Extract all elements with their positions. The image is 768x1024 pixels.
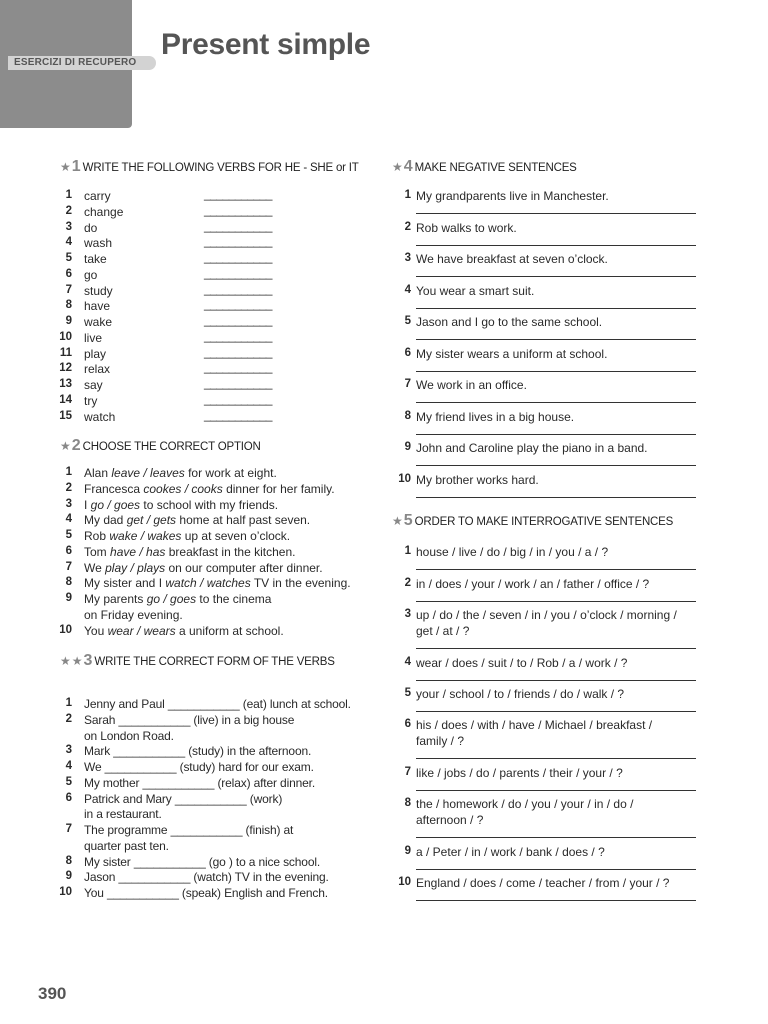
item-number: 4 [65, 513, 72, 526]
item-number: 10 [59, 623, 72, 636]
item-number: 2 [65, 204, 72, 217]
item-number: 2 [65, 481, 72, 494]
option-choice[interactable]: go / goes [90, 497, 141, 512]
item-number: 9 [65, 592, 72, 604]
sentence: his / does / with / have / Michael / breakfast / [416, 718, 653, 732]
item-number: 1 [65, 466, 72, 478]
sentence [84, 466, 277, 480]
sentence: get / at / ? [416, 624, 470, 638]
sentence: My brother works hard. [416, 472, 539, 487]
sentence: Mark ___________ (study) in the afternoon. [84, 744, 312, 759]
verb: have [84, 299, 111, 314]
verb: do [84, 220, 98, 235]
item-number: 12 [59, 362, 72, 375]
option-choice[interactable]: play / plays [105, 560, 166, 575]
answer-line[interactable] [416, 837, 696, 838]
exercise-instruction: CHOOSE THE CORRECT OPTION [82, 441, 261, 453]
sentence: wear / does / suit / to / Rob / a / work / ? [416, 656, 628, 670]
sentence-text: dinner for her family. [222, 481, 335, 496]
answer-line[interactable] [416, 711, 696, 712]
exercise-number: 2 [71, 437, 81, 454]
sentence: family / ? [416, 734, 465, 748]
answer-blank[interactable]: ___________ [204, 376, 272, 390]
item-number: 10 [398, 876, 411, 888]
sentence: My sister ___________ (go ) to a nice school. [84, 854, 321, 869]
answer-blank[interactable]: ___________ [204, 234, 272, 249]
exercise-number: 4 [403, 158, 413, 175]
answer-line[interactable] [416, 900, 696, 901]
item-number: 4 [65, 760, 72, 772]
answer-blank[interactable]: ___________ [204, 328, 272, 343]
item-number: 7 [65, 823, 72, 835]
answer-line[interactable] [416, 790, 696, 791]
sentence-text: My parents [84, 592, 147, 606]
item-number: 3 [65, 497, 72, 510]
item-number: 9 [404, 441, 411, 453]
answer-line[interactable] [416, 601, 696, 602]
item-number: 11 [59, 346, 72, 359]
sentence: My sister wears a uniform at school. [416, 346, 608, 361]
answer-line[interactable] [416, 758, 696, 759]
option-choice[interactable]: have / has [110, 544, 166, 559]
item-number: 7 [65, 560, 72, 573]
sentence: afternoon / ? [416, 813, 484, 827]
verb: take [84, 252, 107, 266]
option-choice[interactable]: go / goes [146, 592, 197, 606]
exercise-1-heading [60, 158, 359, 176]
sentence [84, 576, 351, 590]
sentence-text: to the cinema [196, 592, 272, 606]
exercise-number: 5 [403, 512, 413, 529]
option-choice[interactable]: get / gets [126, 513, 177, 528]
sentence-text: home at half past seven. [176, 513, 311, 528]
item-number: 2 [404, 577, 411, 589]
answer-blank[interactable]: ___________ [204, 265, 272, 280]
sentence: You wear a smart suit. [416, 283, 535, 298]
item-number: 8 [65, 299, 72, 312]
answer-line[interactable] [416, 680, 696, 681]
item-number: 10 [398, 472, 411, 485]
answer-blank[interactable]: ___________ [204, 344, 272, 359]
answer-blank[interactable]: ___________ [204, 391, 272, 406]
answer-blank[interactable]: ___________ [204, 407, 272, 422]
verb: study [84, 283, 113, 298]
sentence-text: My dad [84, 513, 127, 528]
item-number: 5 [65, 775, 72, 788]
sentence [84, 513, 310, 527]
item-number: 5 [404, 315, 411, 327]
sentence: Jason ___________ (watch) TV in the evening. [84, 870, 329, 885]
item-number: 7 [404, 378, 411, 390]
item-number: 9 [65, 870, 72, 883]
sentence [84, 498, 278, 512]
difficulty-stars: ★★ [60, 654, 84, 668]
answer-line[interactable] [416, 402, 696, 403]
option-choice[interactable]: wake / wakes [109, 529, 182, 543]
sentence-text: Tom [84, 544, 111, 559]
item-number: 8 [404, 797, 411, 809]
item-number: 6 [65, 267, 72, 280]
exercise-instruction: WRITE THE CORRECT FORM OF THE VERBS [94, 656, 335, 668]
item-number: 4 [65, 236, 72, 249]
sentence-text: on our computer after dinner. [165, 560, 323, 575]
exercise-3-heading [60, 652, 335, 670]
answer-line[interactable] [416, 213, 696, 214]
verb: relax [84, 362, 111, 377]
answer-line[interactable] [416, 497, 696, 498]
sentence [84, 561, 323, 575]
verb: live [84, 330, 103, 345]
option-choice[interactable]: wear / wears [107, 623, 176, 638]
item-number: 3 [65, 220, 72, 233]
item-number: 10 [59, 330, 72, 343]
sentence [84, 545, 295, 559]
page-number: 390 [38, 984, 67, 1003]
answer-blank[interactable]: ___________ [204, 313, 272, 327]
sentence: Patrick and Mary ___________ (work) [84, 791, 283, 806]
item-number: 3 [404, 252, 411, 264]
item-number: 15 [59, 409, 72, 422]
item-number: 1 [65, 189, 72, 201]
answer-blank[interactable]: ___________ [204, 187, 272, 201]
verb: carry [84, 189, 111, 203]
item-number: 6 [65, 544, 72, 557]
sentence: quarter past ten. [84, 838, 169, 853]
verb: play [84, 346, 107, 361]
option-choice[interactable]: leave / leaves [111, 466, 185, 480]
answer-line[interactable] [416, 276, 696, 277]
item-number: 13 [59, 378, 72, 390]
sentence: in a restaurant. [84, 807, 162, 822]
item-number: 2 [404, 220, 411, 233]
item-number: 8 [404, 409, 411, 422]
item-number: 1 [65, 697, 72, 709]
sentence: Jason and I go to the same school. [416, 315, 603, 329]
answer-line[interactable] [416, 371, 696, 372]
item-number: 2 [65, 712, 72, 725]
item-number: 7 [404, 766, 411, 778]
sentence-text: Rob [84, 529, 110, 543]
item-number: 10 [59, 886, 72, 898]
sentence: We have breakfast at seven o’clock. [416, 252, 608, 266]
sentence [84, 482, 335, 496]
item-number: 6 [404, 346, 411, 359]
exercise-instruction: MAKE NEGATIVE SENTENCES [414, 162, 577, 174]
sentence: We ___________ (study) hard for our exam. [84, 760, 314, 774]
sentence: England / does / come / teacher / from / your / ? [416, 876, 670, 890]
sentence-text: on Friday evening. [84, 607, 183, 622]
answer-blank[interactable]: ___________ [204, 250, 272, 264]
sentence [84, 529, 290, 543]
sentence: My friend lives in a big house. [416, 409, 575, 424]
exercise-instruction: ORDER TO MAKE INTERROGATIVE SENTENCES [414, 516, 674, 528]
sentence: like / jobs / do / parents / their / your / ? [416, 766, 623, 780]
verb: say [84, 378, 103, 392]
sentence: your / school / to / friends / do / walk / ? [416, 687, 625, 701]
item-number: 6 [65, 791, 72, 804]
option-choice[interactable]: watch / watches [165, 576, 251, 591]
sentence: Rob walks to work. [416, 220, 517, 235]
sentence: My grandparents live in Manchester. [416, 189, 609, 203]
answer-blank[interactable]: ___________ [204, 297, 272, 312]
sentence-text: My sister and I [84, 576, 166, 591]
exercise-number: 1 [71, 158, 81, 175]
answer-blank[interactable]: ___________ [204, 218, 272, 233]
sentence: My mother ___________ (relax) after dinner. [84, 775, 316, 790]
item-number: 9 [404, 845, 411, 857]
option-choice[interactable]: cookes / cooks [143, 481, 223, 496]
item-number: 14 [59, 393, 72, 406]
page-title: Present simple [161, 28, 371, 61]
sentence-text: Alan [84, 466, 112, 480]
sentence: You ___________ (speak) English and French. [84, 886, 328, 900]
exercise-2-heading [60, 437, 261, 455]
sentence: John and Caroline play the piano in a band. [416, 441, 648, 455]
sentence-text: for work at eight. [184, 466, 277, 480]
answer-line[interactable] [416, 648, 696, 649]
sentence: Sarah ___________ (live) in a big house [84, 712, 295, 727]
answer-line[interactable] [416, 434, 696, 435]
answer-blank[interactable]: ___________ [204, 281, 272, 296]
exercise-5-heading [392, 512, 673, 530]
section-badge [8, 56, 156, 70]
item-number: 4 [404, 283, 411, 296]
sentence: The programme ___________ (finish) at [84, 823, 294, 837]
exercise-4-heading [392, 158, 577, 176]
item-number: 8 [65, 576, 72, 589]
sentence-text: Francesca [84, 481, 144, 496]
answer-line[interactable] [416, 569, 696, 570]
answer-blank[interactable]: ___________ [204, 202, 272, 217]
item-number: 7 [65, 283, 72, 296]
difficulty-stars: ★ [392, 160, 404, 174]
sentence-text: We [84, 560, 106, 575]
item-number: 1 [404, 189, 411, 201]
sentence: the / homework / do / you / your / in / do / [416, 797, 634, 811]
badge-label: ESERCIZI DI RECUPERO [14, 57, 137, 68]
verb: go [84, 267, 98, 282]
sentence-text: to school with my friends. [140, 497, 279, 512]
item-number: 3 [65, 744, 72, 757]
item-number: 9 [65, 315, 72, 327]
sentence: We work in an office. [416, 378, 527, 392]
sentence: house / live / do / big / in / you / a / ? [416, 545, 609, 559]
answer-line[interactable] [416, 869, 696, 870]
sentence [84, 608, 183, 622]
difficulty-stars: ★ [60, 439, 72, 453]
item-number: 6 [404, 718, 411, 730]
item-number: 5 [404, 687, 411, 699]
sentence: in / does / your / work / an / father / office / ? [416, 577, 650, 591]
sentence-text: a uniform at school. [175, 623, 284, 638]
item-number: 8 [65, 854, 72, 867]
difficulty-stars: ★ [60, 160, 72, 174]
difficulty-stars: ★ [392, 514, 404, 528]
sentence: on London Road. [84, 728, 174, 743]
answer-line[interactable] [416, 308, 696, 309]
exercise-instruction: WRITE THE FOLLOWING VERBS FOR HE - SHE or IT [82, 162, 359, 174]
item-number: 5 [65, 252, 72, 264]
sentence: a / Peter / in / work / bank / does / ? [416, 845, 605, 859]
exercise-number: 3 [83, 652, 93, 669]
sentence-text: You [84, 623, 108, 638]
sentence: up / do / the / seven / in / you / o’clock / morning / [416, 608, 677, 622]
sentence-text: breakfast in the kitchen. [165, 544, 296, 559]
answer-line[interactable] [416, 245, 696, 246]
verb: change [84, 204, 124, 219]
sentence [84, 592, 271, 606]
sentence-text: TV in the evening. [250, 576, 351, 591]
item-number: 5 [65, 529, 72, 541]
verb: watch [84, 409, 116, 424]
item-number: 3 [404, 608, 411, 620]
sentence [84, 624, 284, 638]
verb: wake [84, 315, 113, 329]
answer-line[interactable] [416, 339, 696, 340]
item-number: 1 [404, 545, 411, 557]
verb: try [84, 393, 98, 408]
item-number: 4 [404, 656, 411, 668]
answer-line[interactable] [416, 465, 696, 466]
sentence: Jenny and Paul ___________ (eat) lunch at school. [84, 697, 351, 711]
sentence-text: I [84, 497, 91, 512]
verb: wash [84, 236, 113, 251]
sentence-text: up at seven o’clock. [181, 529, 291, 543]
answer-blank[interactable]: ___________ [204, 360, 272, 375]
